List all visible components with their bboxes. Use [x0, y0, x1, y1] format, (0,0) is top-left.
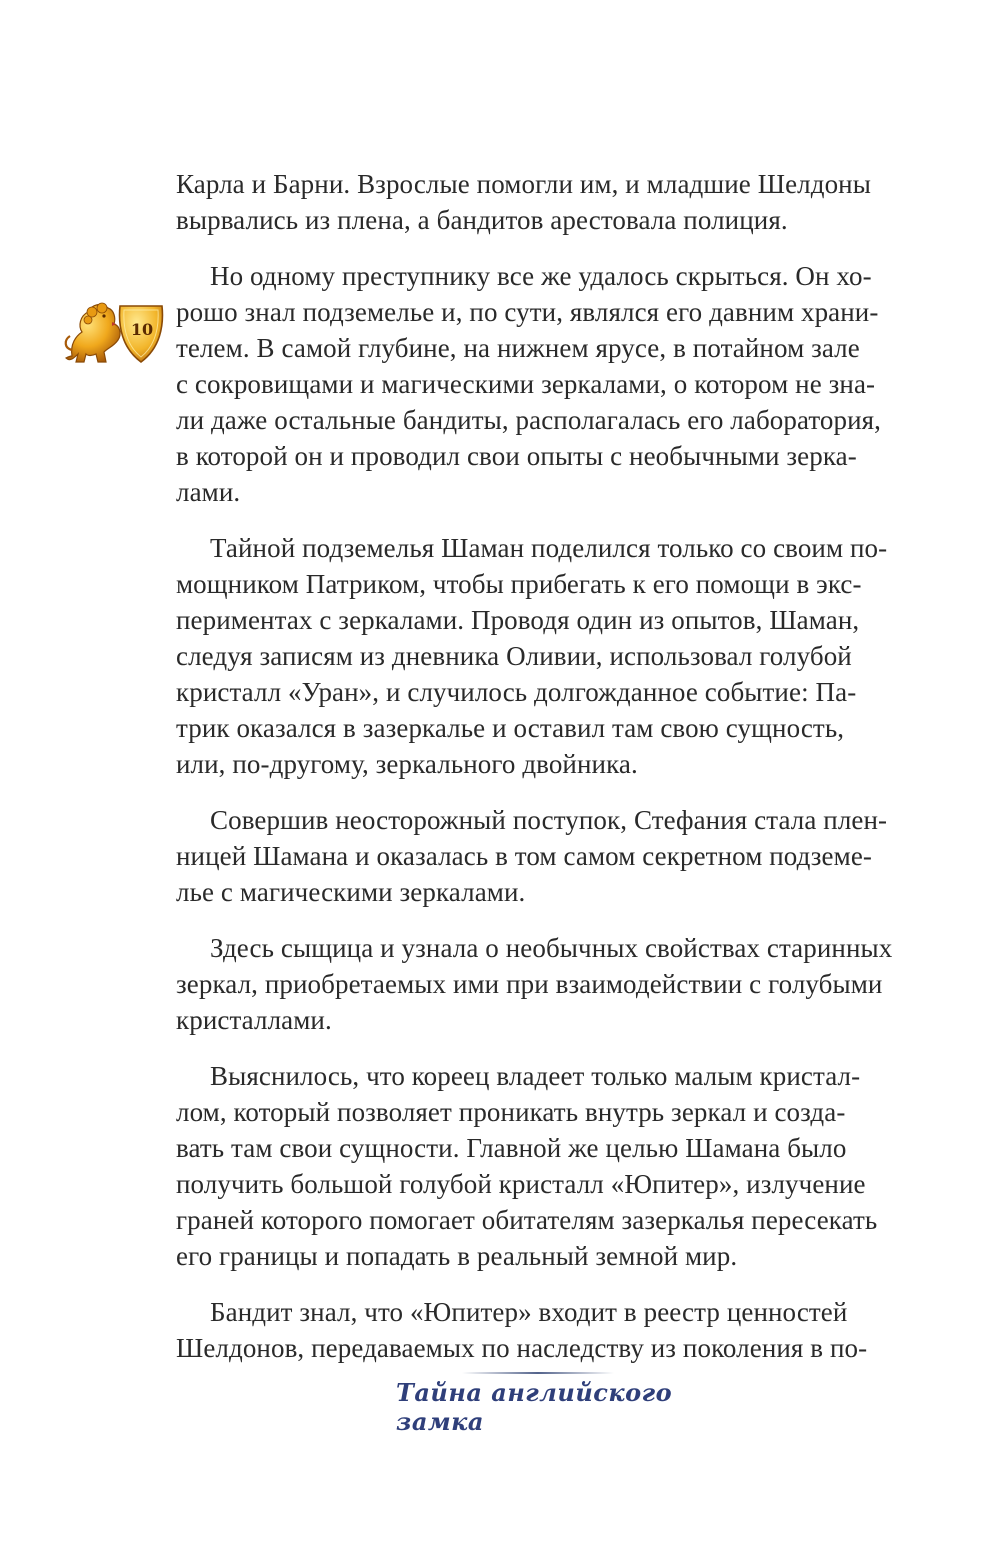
text-line: трик оказался в зазеркалье и оставил там свою сущность, [176, 713, 845, 743]
text-line: ницей Шамана и оказалась в том самом секретном подземе- [176, 841, 872, 871]
text-line: зеркал, приобретаемых ими при взаимодействии с голубыми [176, 969, 883, 999]
footer-divider [462, 1372, 614, 1374]
text-line: следуя записям из дневника Оливии, использовал голубой [176, 641, 852, 671]
text-line: с сокровищами и магическими зеркалами, о котором не зна- [176, 369, 876, 399]
text-line: Карла и Барни. Взрослые помогли им, и младшие Шелдоны [176, 169, 871, 199]
page-number-badge [62, 296, 170, 370]
text-line: его границы и попадать в реальный земной мир. [176, 1241, 738, 1271]
text-line: в которой он и проводил свои опыты с необычными зерка- [176, 441, 857, 471]
text-line: Бандит знал, что «Юпитер» входит в реестр ценностей [210, 1297, 848, 1327]
text-line: или, по-другому, зеркального двойника. [176, 749, 638, 779]
text-line: кристаллами. [176, 1005, 332, 1035]
paragraph-7 [176, 1294, 902, 1366]
text-line: Тайной подземелья Шаман поделился только со своим по- [210, 533, 888, 563]
paragraph-5 [176, 930, 902, 1038]
body-text [176, 166, 902, 1386]
text-line: вать там свои сущности. Главной же целью Шамана было [176, 1133, 847, 1163]
text-line: Выяснилось, что кореец владеет только малым кристал- [210, 1061, 861, 1091]
text-line: Шелдонов, передаваемых по наследству из поколения в по- [176, 1333, 868, 1363]
text-line: периментах с зеркалами. Проводя один из опытов, Шаман, [176, 605, 860, 635]
paragraph-1 [176, 166, 902, 238]
text-line: Здесь сыщица и узнала о необычных свойствах старинных [210, 933, 893, 963]
text-line: кристалл «Уран», и случилось долгожданное событие: Па- [176, 677, 857, 707]
text-line: вырвались из плена, а бандитов арестовала полиция. [176, 205, 788, 235]
text-line: Но одному преступнику все же удалось скрыться. Он хо- [210, 261, 872, 291]
text-line: рошо знал подземелье и, по сути, являлся его давним храни- [176, 297, 879, 327]
page-number: 10 [130, 320, 154, 339]
text-line: ли даже остальные бандиты, располагалась его лаборатория, [176, 405, 882, 435]
text-line: мощником Патриком, чтобы прибегать к его помощи в экс- [176, 569, 862, 599]
text-line: лами. [176, 477, 241, 507]
paragraph-2 [176, 258, 902, 510]
text-line: граней которого помогает обитателям зазеркалья пересекать [176, 1205, 878, 1235]
page-footer [0, 1372, 1000, 1436]
text-line: Совершив неосторожный поступок, Стефания стала плен- [210, 805, 888, 835]
paragraph-4 [176, 802, 902, 910]
text-line: телем. В самой глубине, на нижнем ярусе, в потайном зале [176, 333, 860, 363]
text-line: лом, который позволяет проникать внутрь зеркал и созда- [176, 1097, 846, 1127]
text-line: получить большой голубой кристалл «Юпитер», излучение [176, 1169, 866, 1199]
text-line: лье с магическими зеркалами. [176, 877, 526, 907]
paragraph-3 [176, 530, 902, 782]
book-title: Тайна английского замка [396, 1378, 673, 1436]
paragraph-6 [176, 1058, 902, 1274]
